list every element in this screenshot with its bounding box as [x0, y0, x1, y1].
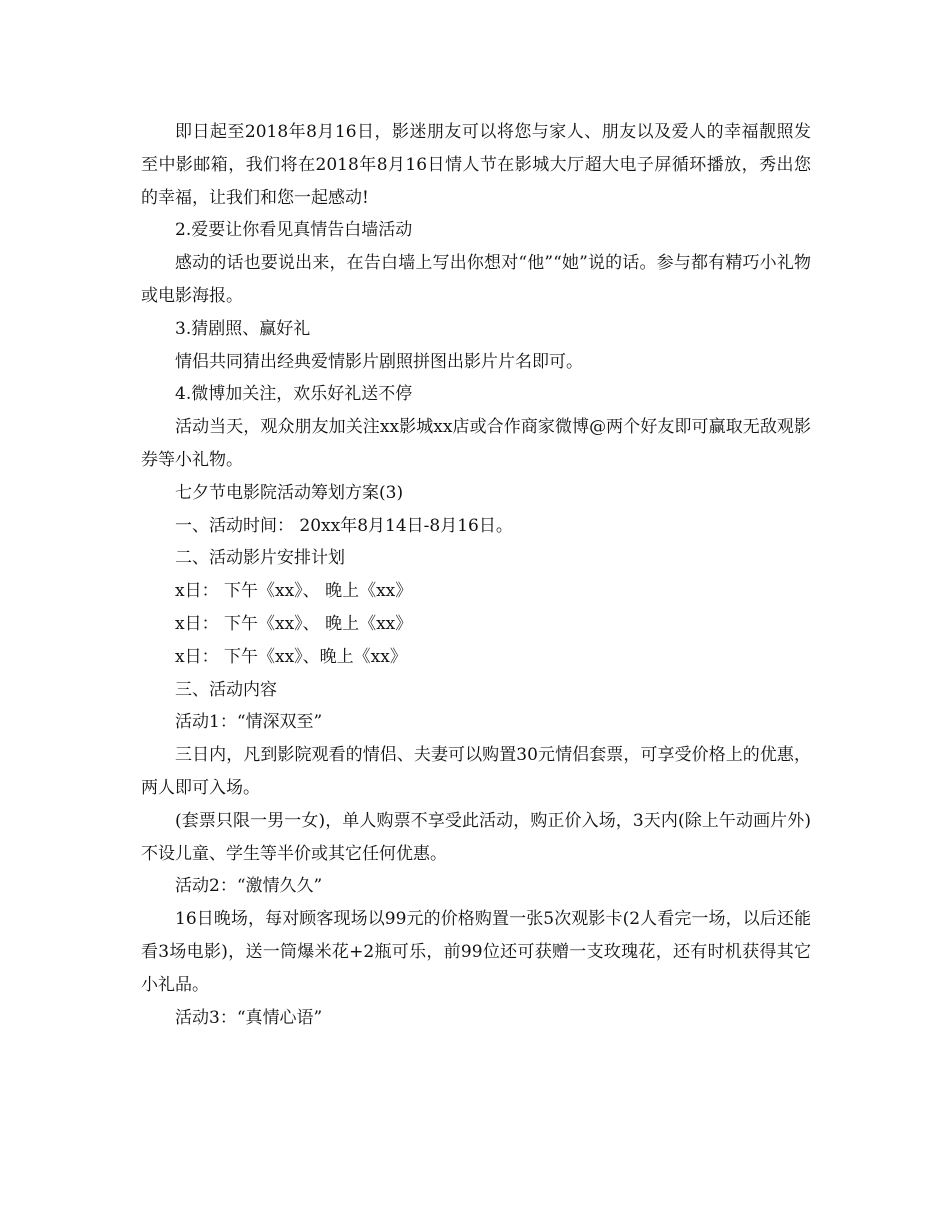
paragraph-photo-submission: 即日起至2018年8月16日，影迷朋友可以将您与家人、朋友以及爱人的幸福靓照发至中影邮箱，我们将在2018年8月16日情人节在影城大厅超大电子屏循环播放，秀出您的幸福，让我们和您一起感动!: [141, 122, 811, 208]
heading-activity-3: 活动3：“真情心语”: [175, 1007, 323, 1028]
schedule-line: x日： 下午《xx》、 晚上《xx》: [175, 613, 413, 634]
paragraph-activity-1: 三日内，凡到影院观看的情侣、夫妻可以购置30元情侣套票，可享受价格上的优惠，两人即可入场。: [141, 745, 811, 798]
heading-weibo-follow: 4.微博加关注，欢乐好礼送不停: [175, 384, 413, 405]
heading-confession-wall: 2.爱要让你看见真情告白墙活动: [175, 220, 413, 241]
heading-activity-time: 一、活动时间： 20xx年8月14日-8月16日。: [175, 515, 513, 536]
heading-film-schedule: 二、活动影片安排计划: [175, 548, 345, 569]
heading-activity-2: 活动2：“激情久久”: [175, 876, 323, 897]
schedule-line: x日： 下午《xx》、晚上《xx》: [175, 646, 407, 667]
paragraph-weibo-follow: 活动当天，观众朋友加关注xx影城xx店或合作商家微博@两个好友即可赢取无敌观影券等小礼物。: [141, 417, 811, 470]
paragraph-activity-1-terms: (套票只限一男一女)，单人购票不享受此活动，购正价入场，3天内(除上午动画片外)不设儿童、学生等半价或其它任何优惠。: [141, 810, 811, 864]
paragraph-confession-wall: 感动的话也要说出来，在告白墙上写出你想对“他”“她”说的话。参与都有精巧小礼物或电影海报。: [141, 253, 811, 306]
heading-activity-content: 三、活动内容: [175, 679, 277, 700]
document-body: [141, 116, 811, 1034]
section-title-plan-3: 七夕节电影院活动筹划方案(3): [175, 482, 404, 503]
schedule-line: x日： 下午《xx》、 晚上《xx》: [175, 581, 413, 602]
paragraph-guess-stills: 情侣共同猜出经典爱情影片剧照拼图出影片片名即可。: [175, 351, 583, 372]
heading-guess-stills: 3.猜剧照、赢好礼: [175, 318, 311, 339]
paragraph-activity-2: 16日晚场，每对顾客现场以99元的价格购置一张5次观影卡(2人看完一场，以后还能看3场电影)，送一筒爆米花+2瓶可乐，前99位还可获赠一支玫瑰花，还有时机获得其它小礼品。: [141, 909, 811, 995]
heading-activity-1: 活动1：“情深双至”: [175, 712, 323, 733]
